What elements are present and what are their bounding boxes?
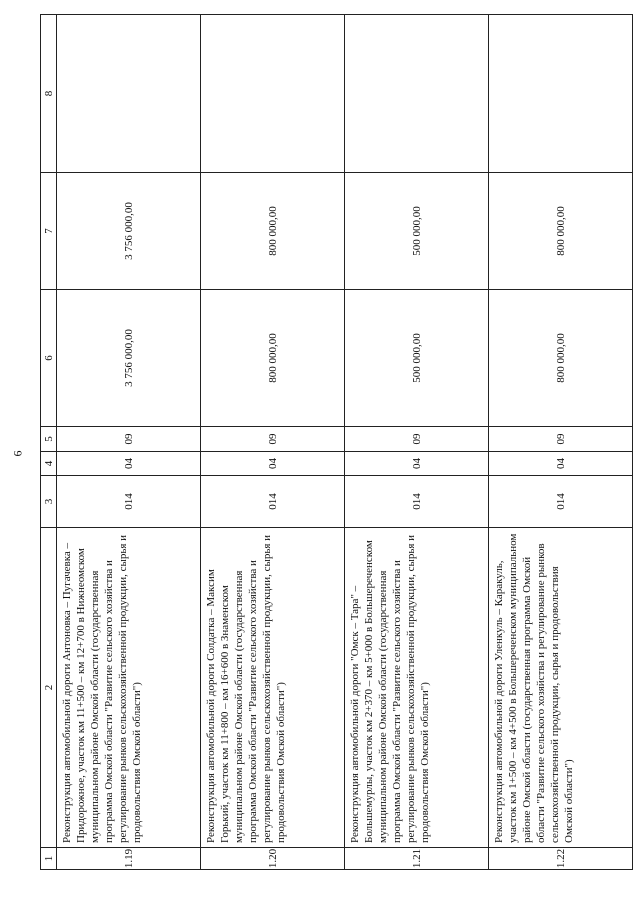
table-row	[201, 15, 345, 870]
header-cell: 5	[41, 427, 57, 452]
table-row	[57, 15, 201, 870]
header-cell: 2	[41, 528, 57, 848]
row-number: 1.21	[345, 848, 489, 870]
header-cell: 6	[41, 290, 57, 427]
amount-cell: 800 000,00	[489, 290, 633, 427]
row-number: 1.20	[201, 848, 345, 870]
code-cell: 04	[345, 452, 489, 476]
code-cell: 04	[57, 452, 201, 476]
code-cell: 04	[201, 452, 345, 476]
table-header-row	[41, 15, 57, 870]
empty-cell	[57, 15, 201, 173]
code-cell: 09	[57, 427, 201, 452]
row-description: Реконструкция автомобильной дороги Солдатка – Максим Горький, участок км 11+800 – км 16+600 в Знаменском муниципальном районе Омской области (государственная программа Омской области "Развитие сельского хозяйства и регулирование рынков сельскохозяйственной продукции, сырья и продовольствия Омской области")	[201, 528, 345, 848]
code-cell: 09	[201, 427, 345, 452]
table-row	[489, 15, 633, 870]
amount-cell: 500 000,00	[345, 290, 489, 427]
budget-table	[40, 14, 633, 870]
row-description: Реконструкция автомобильной дороги Антоновка – Пугачевка – Придорожное, участок км 11+500 – км 12+700 в Нижнеомском муниципальном районе Омской области (государственная программа Омской области "Развитие сельского хозяйства и регулирование рынков сельскохозяйственной продукции, сырья и продовольствия Омской области")	[57, 528, 201, 848]
code-cell: 04	[489, 452, 633, 476]
code-cell: 014	[489, 476, 633, 528]
header-cell: 4	[41, 452, 57, 476]
rotated-table-container	[40, 15, 605, 870]
amount-cell: 800 000,00	[489, 173, 633, 290]
header-cell: 8	[41, 15, 57, 173]
amount-cell: 3 756 000,00	[57, 173, 201, 290]
code-cell: 09	[489, 427, 633, 452]
row-number: 1.22	[489, 848, 633, 870]
row-number: 1.19	[57, 848, 201, 870]
header-cell: 1	[41, 848, 57, 870]
empty-cell	[345, 15, 489, 173]
row-description: Реконструкция автомобильной дороги "Омск – Тара" – Большемурлы, участок км 2+370 – км 5+000 в Большереченском муниципальном районе Омской области (государственная программа Омской области "Развитие сельского хозяйства и регулирование рынков сельскохозяйственной продукции, сырья и продовольствия Омской области")	[345, 528, 489, 848]
code-cell: 09	[345, 427, 489, 452]
empty-cell	[201, 15, 345, 173]
code-cell: 014	[201, 476, 345, 528]
row-description: Реконструкция автомобильной дороги Уленкуль – Каракуль, участок км 1+500 – км 4+500 в Большереченском муниципальном районе Омской области (государственная программа Омской области "Развитие сельского хозяйства и регулирование рынков сельскохозяйственной продукции, сырья и продовольствия Омской области")	[489, 528, 633, 848]
amount-cell: 800 000,00	[201, 290, 345, 427]
table-row	[345, 15, 489, 870]
header-cell: 3	[41, 476, 57, 528]
amount-cell: 3 756 000,00	[57, 290, 201, 427]
page-number: 6	[10, 450, 25, 457]
amount-cell: 800 000,00	[201, 173, 345, 290]
header-cell: 7	[41, 173, 57, 290]
code-cell: 014	[345, 476, 489, 528]
amount-cell: 500 000,00	[345, 173, 489, 290]
code-cell: 014	[57, 476, 201, 528]
empty-cell	[489, 15, 633, 173]
